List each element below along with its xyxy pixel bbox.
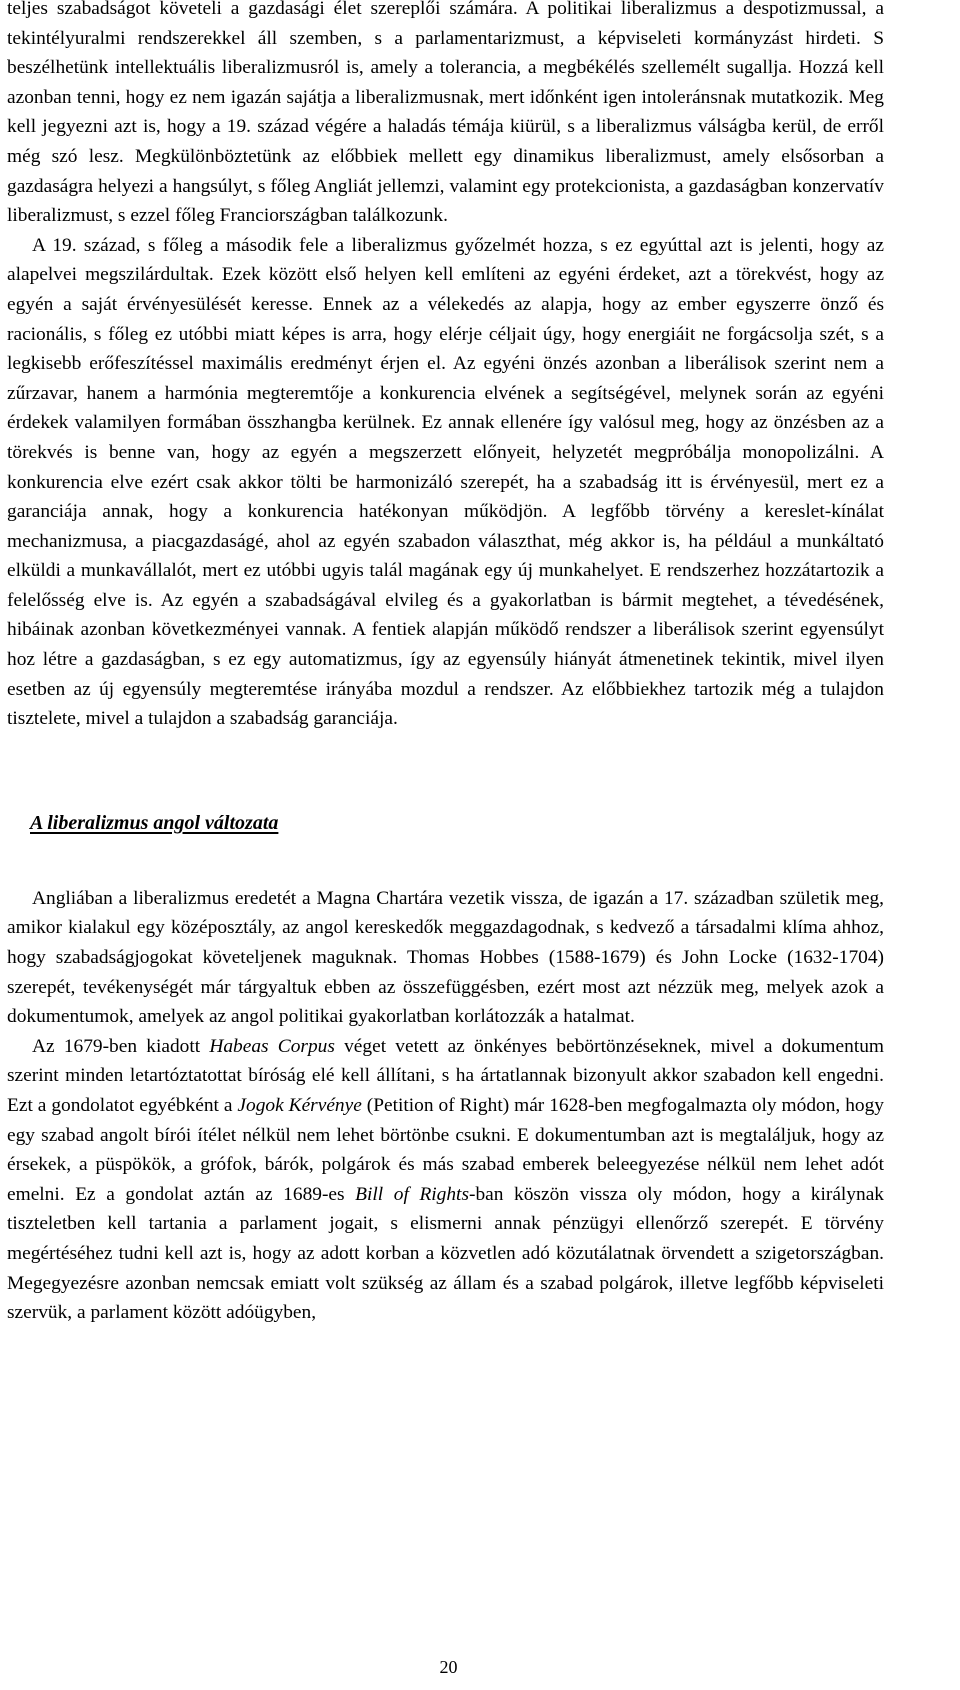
section-heading: A liberalizmus angol változata: [30, 811, 279, 834]
paragraph-2-text: A 19. század, s főleg a második fele a liberalizmus győzelmét hozza, s ez egyúttal azt is jelenti, hogy az alapelvei megszilárdultak. Ezek között első helyen kell említeni az egyéni érdeket, azt a törekvést, hogy az egyén a saját érvényesülését keresse. Ennek az a vélekedés az alapja, hogy az ember egyszerre önző és racionális, s főleg ez utóbbi miatt képes is arra, hogy elérje céljait úgy, hogy energiáit ne forgácsolja szét, s a legkisebb erőfeszítéssel maximális eredményt érjen el. Az egyéni önzés azonban a liberálisok szerint nem a zűrzavar, hanem a harmónia megteremtője a konkurencia elvének a segítségével, melynek során az egyéni érdekek valamilyen formában összhangba kerülnek. Ez annak ellenére így valósul meg, hogy az önzésben az a törekvés is benne van, hogy az egyén a megszerzett előnyeit, helyzetét megpróbálja monopolizálni. A konkurencia elve ezért csak akkor tölti be harmonizáló szerepét, ha a szabadság itt is érvényesül, mert ez a garanciája annak, hogy a konkurencia hatékonyan működjön. A legfőbb törvény a kereslet-kínálat mechanizmusa, a piacgazdaságé, ahol az egyén szabadon választhat, még akkor is, ha például a munkáltató elküldi a munkavállalót, mert ez utóbbi ugyis talál magának egy új munkahelyet. E rendszerhez hozzátartozik a felelősség elve is. Az egyén a szabadságával elvileg és a gyakorlatban is bármit megtehet, a tévedésének, hibáinak azonban következményei vannak. A fentiek alapján működő rendszer a liberálisok szerint egyensúlyt hoz létre a gazdaságban, s ez egy automatizmus, így az egyensúly hiányát átmenetinek tekintik, mivel ilyen esetben az új egyensúly megteremtése irányába mozdul a rendszer. Az előbbiekhez tartozik még a tulajdon tisztelete, mivel a tulajdon a szabadság garanciája.: [7, 234, 884, 730]
paragraph-4-text-c: (Petition of Right) már 1628-ben megfogalmazta oly módon, hogy egy szabad angolt bírói ítélet nélkül nem lehet börtönbe csukni. E dokumentumban azt is megtaláljuk, hogy az érsekek, a püspökök, a grófok, bárók, polgárok és más szabad emberek beleegyezése nélkül nem lehet adót emelni. Ez a gondolat aztán az 1689-es: [7, 1095, 884, 1205]
paragraph-4-text-a: Az 1679-ben kiadott: [32, 1035, 210, 1057]
paragraph-4: [7, 1032, 884, 1328]
paragraph-4-text-d: -ban köszön vissza oly módon, hogy a királynak tiszteletben kell tartania a parlament jogait, s elismerni annak pénzügyi ellenőrző szerepét. E törvény megértéséhez tudni kell azt is, hogy az adott korban a közvetlen adó közutálatnak örvendett a szigetországban. Megegyezésre azonban nemcsak emiatt volt szükség az állam és a szabad polgárok, illetve legfőbb képviseleti szervük, a parlament között adóügyben,: [7, 1183, 885, 1324]
jogok-kervenye-title: Jogok Kérvénye: [237, 1095, 362, 1116]
paragraph-4-text-b: véget vetett az önkényes bebörtönzéseknek, mivel a dokumentum szerint minden letartóztatottat bíróság elé kell állítani, s ha ártatlannak bizonyult akkor szabadon kell engedni. Ezt a gondolatot egyébként a: [7, 1035, 884, 1116]
document-page: [7, 0, 884, 1328]
page-number: 20: [439, 1657, 458, 1677]
paragraph-1-text: teljes szabadságot követeli a gazdasági élet szereplői számára. A politikai liberalizmus a despotizmussal, a tekintélyuralmi rendszerekkel áll szemben, s a parlamentarizmust, a képviseleti kormányzást hirdeti. S beszélhetünk intellektuális liberalizmusról is, amely a tolerancia, a megbékélés szellemélt sugallja. Hozzá kell azonban tenni, hogy ez nem igazán sajátja a liberalizmusnak, mert időnként igen intoleránsnak mutatkozik. Meg kell jegyezni azt is, hogy a 19. század végére a haladás témája kiürül, s a liberalizmus válságba kerül, de erről még szó lesz. Megkülönböztetünk az előbbiek mellett egy dinamikus liberalizmust, amely elsősorban a gazdaságra helyezi a hangsúlyt, s főleg Angliát jellemzi, valamint egy protekcionista, a gazdaságban konzervatív liberalizmust, s ezzel főleg Franciországban találkozunk.: [7, 0, 884, 227]
paragraph-3: [7, 884, 884, 1032]
paragraph-1: [7, 0, 884, 231]
paragraph-2: [7, 231, 884, 734]
bill-of-rights-title: Bill of Rights: [355, 1183, 469, 1205]
habeas-corpus-title: Habeas Corpus: [209, 1035, 335, 1057]
paragraph-3-text: Angliában a liberalizmus eredetét a Magna Chartára vezetik vissza, de igazán a 17. században születik meg, amikor kialakul egy középosztály, az angol kereskedők meggazdagodnak, s kedvező a társadalmi klíma ahhoz, hogy szabadságjogokat követeljenek maguknak. Thomas Hobbes (1588-1679) és John Locke (1632-1704) szerepét, tevékenységét már tárgyaltuk ebben az összefüggésben, ezért most azt nézzük meg, melyek azok a dokumentumok, amelyek az angol politikai gyakorlatban korlátozzák a hatalmat.: [7, 887, 884, 1028]
